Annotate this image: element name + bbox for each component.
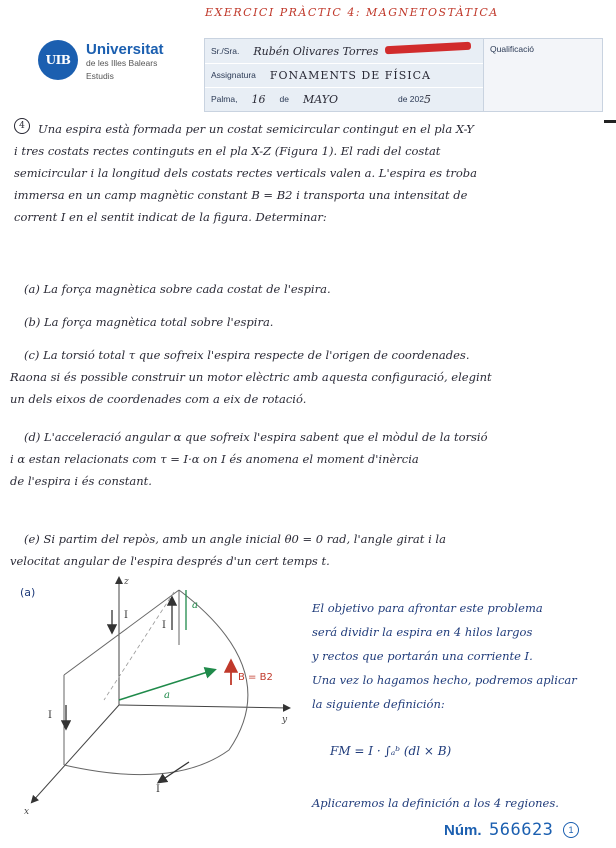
note-line-4: Una vez lo hagamos hecho, podremos aplicar bbox=[312, 673, 577, 687]
current-label-4: I bbox=[156, 784, 160, 795]
current-label-1: I bbox=[124, 610, 128, 621]
item-b bbox=[24, 311, 584, 333]
note-line-1: El objetivo para afrontar este problema bbox=[312, 601, 543, 615]
diagonal-dashed bbox=[104, 592, 174, 700]
problem-statement bbox=[14, 118, 606, 228]
year-digit: 5 bbox=[423, 92, 431, 106]
force-formula: FM = I · ∫ₐᵇ (dl × B) bbox=[330, 744, 452, 758]
item-d-line-2: i α estan relacionats com τ = I·α on I és anomena el moment d'inèrcia bbox=[10, 452, 419, 466]
qualification-label: Qualificació bbox=[490, 44, 534, 54]
y-axis-label: y bbox=[282, 715, 288, 725]
radius-label: a bbox=[164, 690, 170, 701]
note-line-5: la siguiente definición: bbox=[312, 697, 445, 711]
x-axis bbox=[32, 705, 119, 802]
subject-label: Assignatura bbox=[211, 70, 256, 80]
name-label: Sr./Sra. bbox=[211, 46, 240, 56]
university-name: Universitat bbox=[86, 41, 164, 58]
problem-number: 4 bbox=[14, 118, 30, 134]
month-value: MAYO bbox=[302, 92, 338, 106]
item-a-line-1: La força magnètica sobre cada costat de l'espira. bbox=[43, 282, 331, 296]
current-label-2: I bbox=[162, 620, 166, 631]
note-line-2: será dividir la espira en 4 hilos largos bbox=[312, 625, 533, 639]
field-label: B = B2 bbox=[238, 672, 273, 683]
current-arrow-4 bbox=[159, 762, 189, 782]
item-d-line-3: de l'espira i és constant. bbox=[10, 474, 152, 488]
sheet-number-value: 566623 bbox=[489, 820, 554, 840]
problem-line-2: i tres costats rectes continguts en el pla X-Z (Figura 1). El radi del costat bbox=[14, 144, 441, 158]
z-axis-label: z bbox=[124, 577, 129, 587]
semicircular-side bbox=[64, 590, 248, 775]
note-line-3: y rectos que portarán una corriente I. bbox=[312, 649, 533, 663]
exercise-title: EXERCICI PRÀCTIC 4: MAGNETOSTÀTICA bbox=[205, 6, 499, 19]
item-d-label: (d) bbox=[24, 430, 41, 444]
estudis-label: Estudis bbox=[86, 71, 114, 81]
subject-value: FONAMENTS DE FÍSICA bbox=[269, 68, 431, 82]
item-c bbox=[10, 344, 584, 410]
item-a-label: (a) bbox=[24, 282, 40, 296]
item-a bbox=[24, 278, 584, 300]
name-value: Rubén Olivares Torres bbox=[253, 44, 379, 58]
problem-line-1: Una espira està formada per un costat semicircular contingut en el pla X-Y bbox=[38, 122, 474, 136]
item-c-line-3: un dels eixos de coordenades com a eix de rotació. bbox=[10, 392, 307, 406]
y-axis bbox=[119, 705, 289, 708]
item-e-label: (e) bbox=[24, 532, 40, 546]
item-b-label: (b) bbox=[24, 315, 41, 329]
place-label: Palma, bbox=[211, 94, 238, 104]
solution-note bbox=[312, 596, 602, 716]
sheet-number-label: Núm. bbox=[444, 822, 482, 839]
item-c-label: (c) bbox=[24, 348, 40, 362]
note-final-line: Aplicaremos la definición a los 4 regiones. bbox=[312, 796, 559, 810]
university-logo bbox=[38, 40, 78, 80]
top-side bbox=[64, 590, 179, 675]
logo-text: UIB bbox=[45, 53, 71, 67]
figure-label: (a) bbox=[20, 586, 36, 599]
day-value: 16 bbox=[251, 92, 266, 106]
problem-line-3: semicircular i la longitud dels costats rectes verticals valen a. L'espira es troba bbox=[14, 166, 477, 180]
de-label-1: de bbox=[279, 94, 289, 104]
item-d bbox=[10, 426, 584, 492]
qualification-box bbox=[483, 38, 603, 112]
page-number-icon: 1 bbox=[563, 822, 579, 838]
current-label-3: I bbox=[48, 710, 52, 721]
item-c-line-1: La torsió total τ que sofreix l'espira respecte de l'origen de coordenades. bbox=[43, 348, 470, 362]
loop-figure bbox=[14, 570, 314, 820]
item-e bbox=[10, 528, 584, 572]
de-label-2: de 202 bbox=[397, 94, 424, 104]
problem-line-4: immersa en un camp magnètic constant B = B2 i transporta una intensitat de bbox=[14, 188, 468, 202]
x-axis-label: x bbox=[24, 807, 30, 817]
item-e-line-2: velocitat angular de l'espira després d'un cert temps t. bbox=[10, 554, 330, 568]
problem-line-5: corrent I en el sentit indicat de la figura. Determinar: bbox=[14, 210, 327, 224]
university-subtitle: de les Illes Balears bbox=[86, 58, 158, 68]
item-d-line-1: L'acceleració angular α que sofreix l'espira sabent que el mòdul de la torsió bbox=[44, 430, 488, 444]
item-e-line-1: Si partim del repòs, amb un angle inicial θ0 = 0 rad, l'angle girat i la bbox=[43, 532, 446, 546]
item-b-line-1: La força magnètica total sobre l'espira. bbox=[44, 315, 274, 329]
side-length-label: a bbox=[192, 600, 198, 611]
item-c-line-2: Raona si és possible construir un motor elèctric amb aquesta configuració, elegint bbox=[10, 370, 492, 384]
